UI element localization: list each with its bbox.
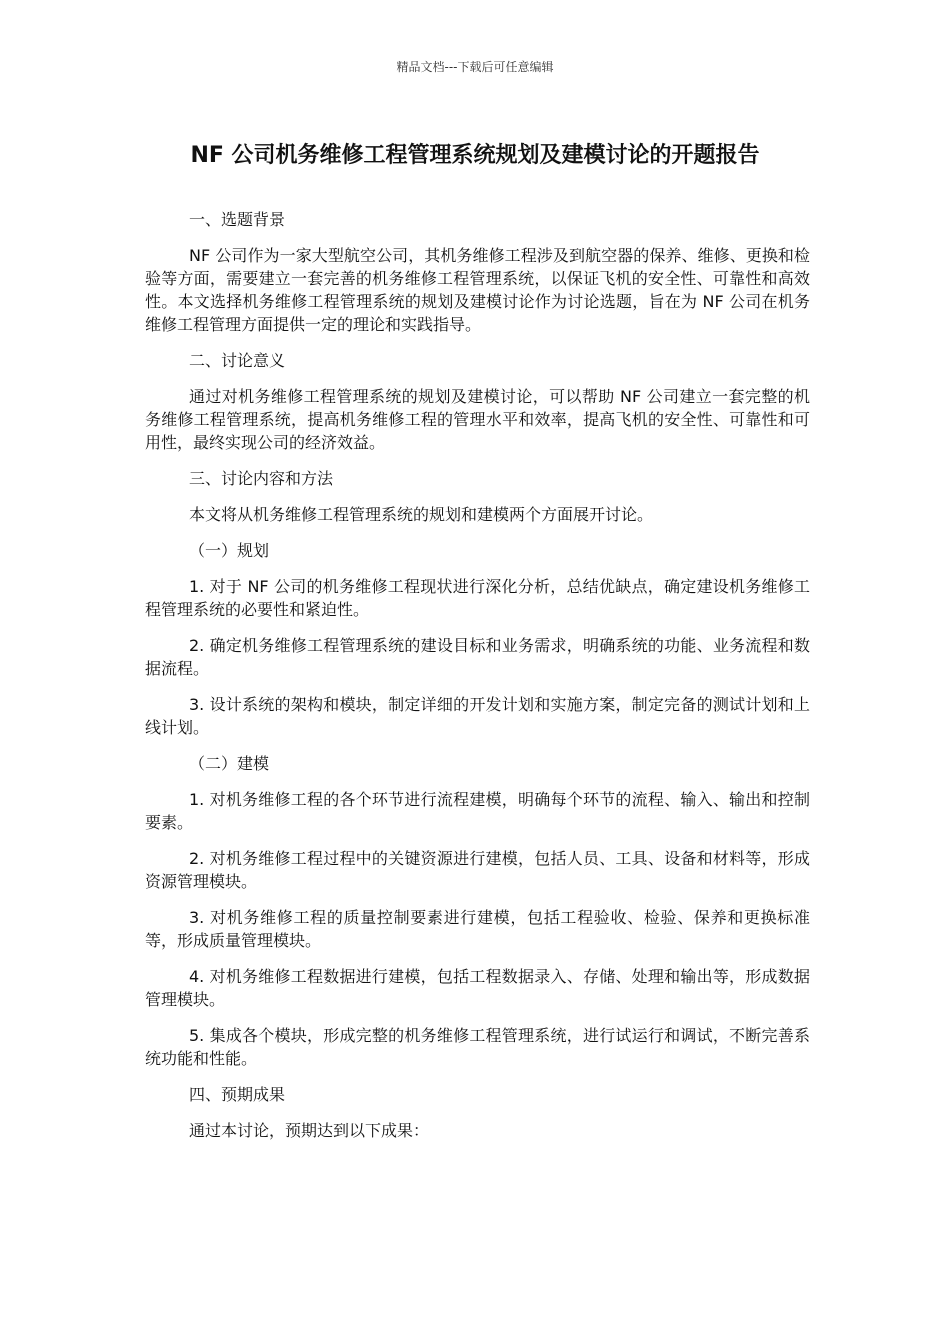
paragraph-significance: 通过对机务维修工程管理系统的规划及建模讨论，可以帮助 NF 公司建立一套完整的机务维修工程管理系统，提高机务维修工程的管理水平和效率，提高飞机的安全性、可靠性和可用性，最终实现公司的经济效益。 <box>145 387 810 452</box>
modeling-item-4: 4. 对机务维修工程数据进行建模，包括工程数据录入、存储、处理和输出等，形成数据管理模块。 <box>145 967 810 1009</box>
planning-item-1: 1. 对于 NF 公司的机务维修工程现状进行深化分析，总结优缺点，确定建设机务维修工程管理系统的必要性和紧迫性。 <box>145 577 810 619</box>
header-note: 精品文档---下载后可任意编辑 <box>396 60 554 74</box>
document-body <box>145 208 810 1155</box>
section-heading-significance: 二、讨论意义 <box>189 351 286 370</box>
section-heading-expected-results: 四、预期成果 <box>189 1085 286 1104</box>
document-title: NF 公司机务维修工程管理系统规划及建模讨论的开题报告 <box>190 143 760 168</box>
section-heading-content-methods: 三、讨论内容和方法 <box>189 469 334 488</box>
modeling-item-2: 2. 对机务维修工程过程中的关键资源进行建模，包括人员、工具、设备和材料等，形成资源管理模块。 <box>145 849 810 891</box>
section-heading-background: 一、选题背景 <box>189 210 286 229</box>
planning-item-3: 3. 设计系统的架构和模块，制定详细的开发计划和实施方案，制定完备的测试计划和上线计划。 <box>145 695 810 737</box>
paragraph-expected-results: 通过本讨论，预期达到以下成果： <box>189 1121 430 1140</box>
planning-item-2: 2. 确定机务维修工程管理系统的建设目标和业务需求，明确系统的功能、业务流程和数据流程。 <box>145 636 810 678</box>
modeling-item-1: 1. 对机务维修工程的各个环节进行流程建模，明确每个环节的流程、输入、输出和控制要素。 <box>145 790 810 832</box>
paragraph-content-intro: 本文将从机务维修工程管理系统的规划和建模两个方面展开讨论。 <box>189 505 654 524</box>
modeling-item-3: 3. 对机务维修工程的质量控制要素进行建模，包括工程验收、检验、保养和更换标准等，形成质量管理模块。 <box>145 908 810 950</box>
paragraph-background: NF 公司作为一家大型航空公司，其机务维修工程涉及到航空器的保养、维修、更换和检验等方面，需要建立一套完善的机务维修工程管理系统，以保证飞机的安全性、可靠性和高效性。本文选择机务维修工程管理系统的规划及建模讨论作为讨论选题，旨在为 NF 公司在机务维修工程管理方面提供一定的理论和实践指导。 <box>145 246 810 334</box>
subsection-heading-planning: （一）规划 <box>189 541 270 560</box>
modeling-item-5: 5. 集成各个模块，形成完整的机务维修工程管理系统，进行试运行和调试，不断完善系统功能和性能。 <box>145 1026 810 1068</box>
subsection-heading-modeling: （二）建模 <box>189 754 270 773</box>
